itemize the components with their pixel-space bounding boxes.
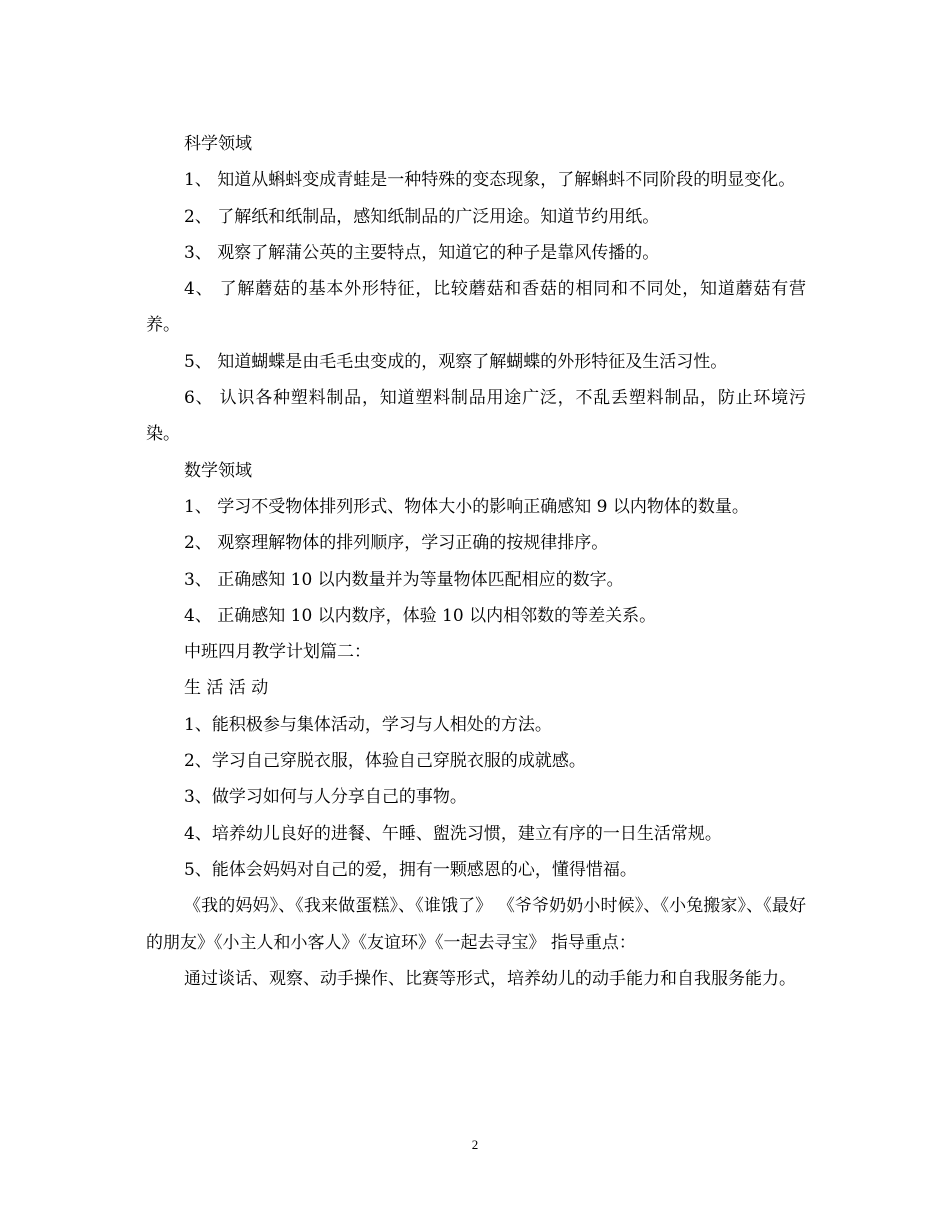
science-item-3: 3、 观察了解蒲公英的主要特点，知道它的种子是靠风传播的。 xyxy=(184,242,660,263)
document-body xyxy=(146,126,806,997)
science-item-6: 6、 认识各种塑料制品，知道塑料制品用途广泛，不乱丢塑料制品，防止环境污染。 xyxy=(146,388,806,445)
science-item-4: 4、 了解蘑菇的基本外形特征，比较蘑菇和香菇的相同和不同处，知道蘑菇有营养。 xyxy=(146,279,806,336)
life-item-3: 3、做学习如何与人分享自己的事物。 xyxy=(184,787,467,808)
section-heading-science: 科学领域 xyxy=(184,134,252,154)
life-item-1: 1、能积极参与集体活动，学习与人相处的方法。 xyxy=(184,714,552,735)
math-item-3: 3、 正确感知 10 以内数量并为等量物体匹配相应的数字。 xyxy=(184,569,624,590)
page-number: 2 xyxy=(471,1137,479,1152)
plan-part-two-heading: 中班四月教学计划篇二： xyxy=(184,642,371,663)
guidance-paragraph: 通过谈话、观察、动手操作、比赛等形式，培养幼儿的动手能力和自我服务能力。 xyxy=(184,968,796,989)
science-item-2: 2、 了解纸和纸制品，感知纸制品的广泛用途。知道节约用纸。 xyxy=(184,206,660,227)
life-item-2: 2、学习自己穿脱衣服，体验自己穿脱衣服的成就感。 xyxy=(184,751,586,772)
science-item-1: 1、 知道从蝌蚪变成青蛙是一种特殊的变态现象，了解蝌蚪不同阶段的明显变化。 xyxy=(184,170,796,191)
math-item-2: 2、 观察理解物体的排列顺序，学习正确的按规律排序。 xyxy=(184,533,609,554)
science-item-5: 5、 知道蝴蝶是由毛毛虫变成的，观察了解蝴蝶的外形特征及生活习性。 xyxy=(184,351,728,372)
math-item-4: 4、 正确感知 10 以内数序，体验 10 以内相邻数的等差关系。 xyxy=(184,605,657,626)
section-heading-math: 数学领域 xyxy=(184,460,252,481)
life-item-5: 5、能体会妈妈对自己的爱，拥有一颗感恩的心，懂得惜福。 xyxy=(184,859,637,880)
story-titles-paragraph: 《我的妈妈》、《我来做蛋糕》、《谁饿了》 《爷爷奶奶小时候》、《小兔搬家》、《最好的朋友》《小主人和小客人》《友谊环》《一起去寻宝》 指导重点： xyxy=(146,896,806,953)
math-item-1: 1、 学习不受物体排列形式、物体大小的影响正确感知 9 以内物体的数量。 xyxy=(184,496,749,517)
life-item-4: 4、培养幼儿良好的进餐、午睡、盥洗习惯，建立有序的一日生活常规。 xyxy=(184,823,722,844)
section-heading-life-activities: 生 活 活 动 xyxy=(184,678,269,699)
